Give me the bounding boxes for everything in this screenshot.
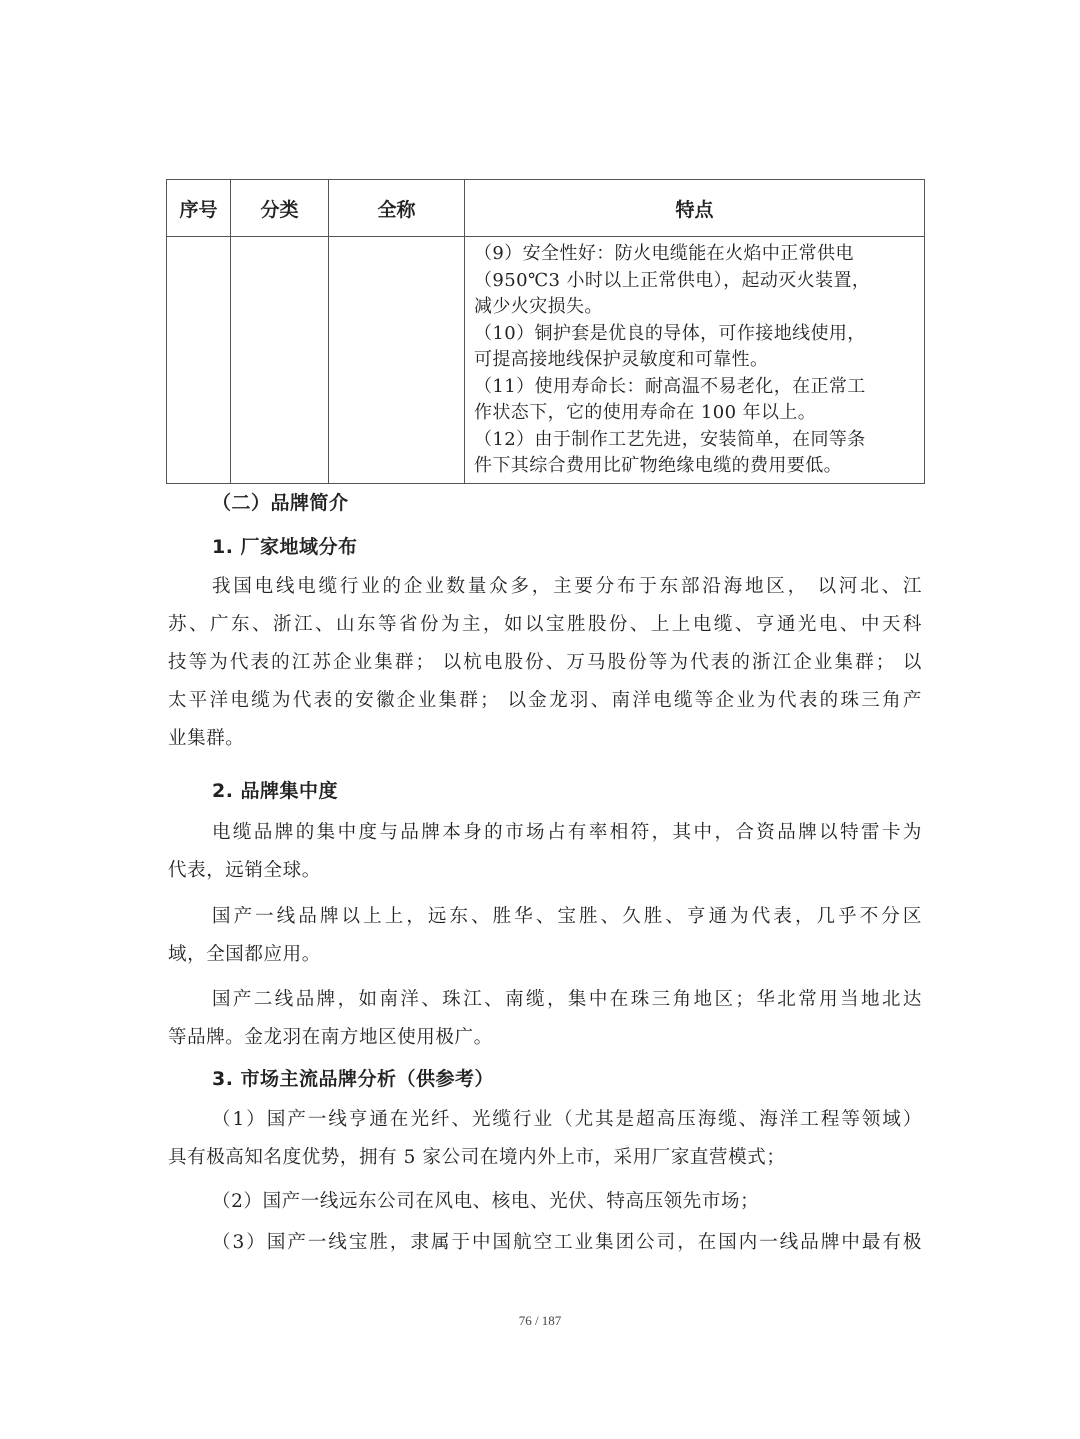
cell-index [167, 237, 231, 484]
text-line: 太平洋电缆为代表的安徽企业集群； 以金龙羽、南洋电缆等企业为代表的珠三角产 [168, 690, 922, 711]
paragraph-brand-concentration-3 [168, 981, 922, 1057]
text-line: （1）国产一线亨通在光纤、光缆行业（尤其是超高压海缆、海洋工程等领域） [212, 1109, 922, 1130]
text-line: （3）国产一线宝胜，隶属于中国航空工业集团公司，在国内一线品牌中最有极 [212, 1232, 922, 1253]
header-features: 特点 [465, 180, 925, 237]
feature-line: （10）铜护套是优良的导体，可作接地线使用， [474, 322, 866, 344]
text-line: 代表，远销全球。 [168, 860, 321, 881]
paragraph-brand-concentration-1 [168, 814, 922, 890]
header-index: 序号 [167, 180, 231, 237]
section-title: （二）品牌简介 [212, 492, 349, 514]
table-header-row [167, 180, 925, 237]
paragraph-brand-analysis-3 [168, 1224, 922, 1262]
cell-features [465, 237, 925, 484]
feature-line: 件下其综合费用比矿物绝缘电缆的费用要低。 [474, 455, 842, 476]
table-row [167, 237, 925, 484]
page-number: 76 / 187 [518, 1313, 562, 1328]
cell-full-name [329, 237, 465, 484]
paragraph-brand-concentration-2 [168, 898, 922, 974]
header-category: 分类 [231, 180, 329, 237]
text-line: 国产二线品牌，如南洋、珠江、南缆，集中在珠三角地区；华北常用当地北达 [212, 989, 922, 1010]
text-line: 苏、广东、浙江、山东等省份为主，如以宝胜股份、上上电缆、亨通光电、中天科 [168, 614, 922, 635]
cell-category [231, 237, 329, 484]
text-line: 业集群。 [168, 728, 245, 749]
subsection-title-3: 3. 市场主流品牌分析（供参考） [212, 1068, 495, 1090]
feature-table [166, 179, 925, 484]
text-line: 具有极高知名度优势，拥有 5 家公司在境内外上市，采用厂家直营模式； [168, 1147, 786, 1168]
feature-line: （11）使用寿命长：耐高温不易老化，在正常工 [474, 375, 866, 397]
text-line: 我国电线电缆行业的企业数量众多，主要分布于东部沿海地区， 以河北、江 [212, 576, 922, 597]
feature-line: 减少火灾损失。 [474, 296, 603, 317]
text-line: 国产一线品牌以上上，远东、胜华、宝胜、久胜、亨通为代表，几乎不分区 [212, 906, 922, 927]
feature-line: （12）由于制作工艺先进，安装简单，在同等条 [474, 428, 866, 450]
paragraph-brand-analysis-2 [168, 1183, 922, 1221]
subsection-title-2: 2. 品牌集中度 [212, 780, 339, 802]
feature-line: （9）安全性好：防火电缆能在火焰中正常供电 [474, 243, 854, 264]
text-line: 电缆品牌的集中度与品牌本身的市场占有率相符，其中，合资品牌以特雷卡为 [212, 822, 922, 843]
feature-line: 作状态下，它的使用寿命在 100 年以上。 [474, 402, 817, 423]
text-line: 技等为代表的江苏企业集群； 以杭电股份、万马股份等为代表的浙江企业集群； 以 [168, 652, 922, 673]
feature-line: 可提高接地线保护灵敏度和可靠性。 [474, 349, 769, 370]
text-line: （2）国产一线远东公司在风电、核电、光伏、特高压领先市场； [212, 1191, 760, 1212]
paragraph-region-distribution [168, 568, 922, 758]
feature-line: （950℃3 小时以上正常供电），起动灭火装置， [474, 269, 871, 291]
text-line: 域，全国都应用。 [168, 944, 321, 965]
header-full-name: 全称 [329, 180, 465, 237]
text-line: 等品牌。金龙羽在南方地区使用极广。 [168, 1027, 493, 1048]
paragraph-brand-analysis-1 [168, 1101, 922, 1177]
subsection-title-1: 1. 厂家地域分布 [212, 536, 358, 558]
